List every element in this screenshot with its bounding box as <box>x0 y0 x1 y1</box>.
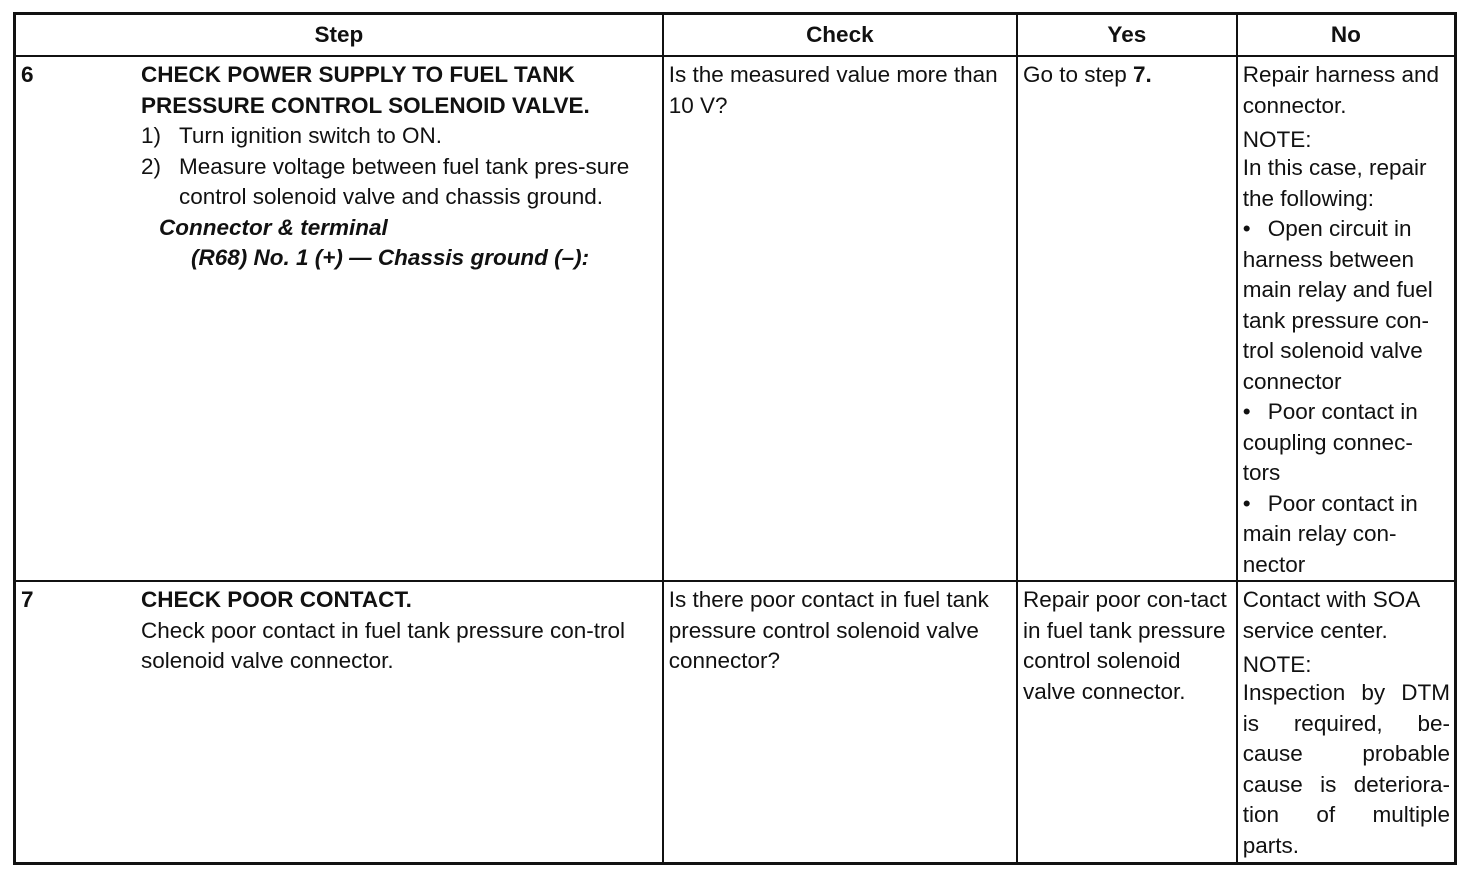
header-check: Check <box>663 14 1017 57</box>
note-label: NOTE: <box>1242 652 1312 677</box>
note-text: Inspection by DTM is required, be-cause probable cause is deteriora-tion of multiple parts. <box>1242 680 1450 858</box>
header-step: Step <box>15 14 663 57</box>
check-text: Is the measured value more than 10 V? <box>668 62 998 118</box>
check-cell <box>663 581 1017 864</box>
step-title-line: CHECK POWER SUPPLY TO FUEL TANK <box>141 62 575 87</box>
step-cell <box>15 581 663 864</box>
no-text: Contact with SOA service center. <box>1242 587 1420 643</box>
check-text: Is there poor contact in fuel tank pressure control solenoid valve connector? <box>668 587 989 673</box>
substep-text: Turn ignition switch to ON. <box>179 123 443 148</box>
header-row <box>15 14 1456 57</box>
bullet-text: Poor contact in main relay con-nector <box>1242 490 1418 577</box>
note-bullet <box>1243 214 1450 397</box>
substep-text: Measure voltage between fuel tank pres-sure control solenoid valve and chassis ground. <box>179 153 630 209</box>
bullet-icon: • <box>1242 490 1251 516</box>
connector-value: (R68) No. 1 (+) — Chassis ground (–): <box>191 245 590 270</box>
bullet-icon: • <box>1242 216 1251 241</box>
diagnostic-table <box>13 12 1457 865</box>
yes-cell <box>1017 581 1237 864</box>
step-body <box>141 57 662 274</box>
substep-item <box>141 121 658 152</box>
no-content <box>1238 582 1454 861</box>
yes-cell <box>1017 56 1237 581</box>
step-title-line: PRESSURE CONTROL SOLENOID VALVE. <box>141 92 590 118</box>
yes-text <box>1018 57 1236 91</box>
yes-prefix: Go to step <box>1022 62 1134 87</box>
no-cell <box>1237 581 1456 864</box>
substep-marker: 1) <box>141 123 162 148</box>
note-intro: In this case, repair the following: <box>1242 155 1427 211</box>
bullet-text: Open circuit in harness between main relay and fuel tank pressure con-trol solenoid valve connector <box>1242 216 1433 394</box>
no-content <box>1238 57 1454 580</box>
table-row-step-7 <box>15 581 1456 864</box>
no-cell <box>1237 56 1456 581</box>
step-body <box>141 582 662 677</box>
note-label: NOTE: <box>1242 127 1312 152</box>
yes-text: Repair poor con-tact in fuel tank pressure control solenoid valve connector. <box>1022 587 1227 704</box>
header-yes: Yes <box>1017 14 1237 57</box>
yes-step-ref: 7. <box>1133 62 1152 87</box>
note-bullet <box>1243 397 1450 489</box>
connector-heading: Connector & terminal <box>159 214 388 240</box>
step-cell <box>15 56 663 581</box>
step-number: 7 <box>21 587 34 612</box>
substep-item <box>141 152 658 213</box>
bullet-text: Poor contact in coupling connec-tors <box>1242 399 1418 485</box>
header-no: No <box>1237 14 1456 57</box>
substep-list <box>141 121 658 213</box>
step-number: 6 <box>21 62 34 87</box>
bullet-icon: • <box>1242 399 1251 424</box>
note-bullet-list <box>1243 214 1450 580</box>
step-text: Check poor contact in fuel tank pressure con-trol solenoid valve connector. <box>141 617 625 673</box>
table-row-step-6 <box>15 56 1456 581</box>
no-text: Repair harness and connector. <box>1242 62 1440 118</box>
note-bullet <box>1243 489 1450 581</box>
substep-marker: 2) <box>141 153 162 179</box>
step-title: CHECK POOR CONTACT. <box>141 587 412 612</box>
check-cell <box>663 56 1017 581</box>
